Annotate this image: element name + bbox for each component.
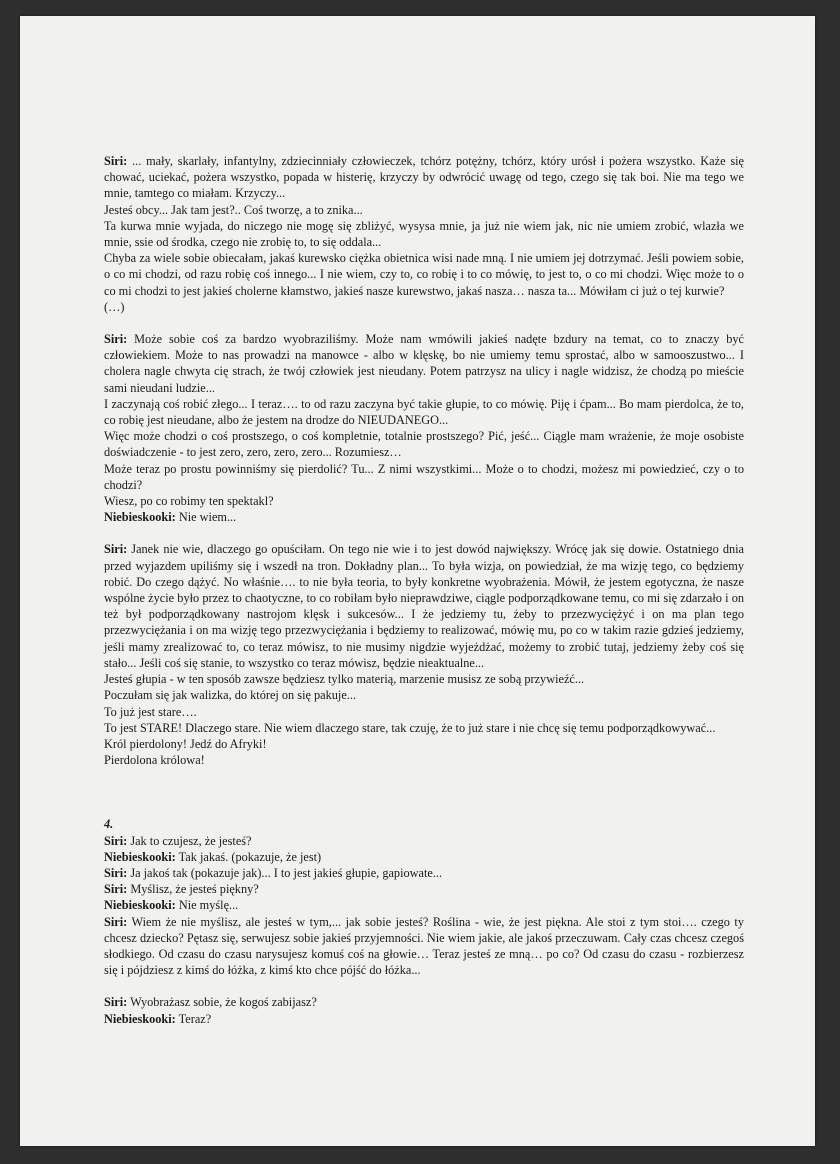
dialogue-line — [104, 833, 744, 849]
dialogue-line: Może teraz po prostu powinniśmy się pierdolić? Tu... Z nimi wszystkimi... Może o to chodzi, możesz mi powiedzieć, czy o to chodzi? — [104, 461, 744, 492]
speaker-siri: Siri: — [104, 332, 128, 347]
line-text: Nie wiem... — [178, 510, 237, 525]
dialogue-line — [104, 849, 744, 865]
dialogue-line: Poczułam się jak walizka, do której on się pakuje... — [104, 688, 357, 703]
speaker-siri: Siri: — [104, 154, 128, 168]
page-content — [104, 153, 744, 1027]
dialogue-line: Jesteś głupia - w ten sposób zawsze będziesz tylko materią, marzenie musisz ze sobą przywieźć... — [104, 672, 585, 687]
dialogue-line — [104, 881, 744, 897]
line-text: Janek nie wie, dlaczego go opuściłam. On tego nie wie i to jest dowód największy. Wrócę jak się dowie. Ostatniego dnia przed wyjazdem upiliśmy się i wszedł na tron. Dokładny plan... To była wizja, on powiedział, że ma wizję tego, co będziemy robić. Do czego dążyć. No właśnie…. to nie była teoria, to były konkretne wyobrażenia. Mówił, że jestem egotyczna, że nasze wspólne życie było przez to chaotyczne, to co robiłam było nieprawdziwe, ciągle podporządkowane temu, co mi się zdarzało i on też był podporządkowany nastrojom klęsk i sukcesów... I że jedziemy tu, żeby to przezwyciężyć i on ma plan tego przezwyciężania i on ma wizję tego przezwyciężania i będziemy to realizować, mówię mu, po co w takim razie gdzieś jedziemy, jeśli mamy zrealizować to, co teraz mówisz, to nie musimy nigdzie wyjeżdżać, możemy to zrobić tutaj, jedziemy żeby coś się stało... Jeśli coś się stanie, to wszystko co teraz mówisz, będzie nieaktualne... — [104, 542, 744, 670]
dialogue-line: Więc może chodzi o coś prostszego, o coś kompletnie, totalnie prostszego? Pić, jeść... Ciągle mam wrażenie, że moje osobiste doświadczenie - to jest zero, zero, zero, zero... Rozumiesz… — [104, 429, 744, 460]
dialogue-line — [104, 865, 744, 881]
dialogue-line — [104, 1011, 744, 1027]
speaker-siri: Siri: — [104, 882, 128, 897]
dialogue-line: I zaczynają coś robić złego... I teraz…. to od razu zaczyna być takie głupie, to co mówię. Piję i ćpam... Bo mam pierdolca, że to, co robię jest nieudane, albo że jestem na drodze do NIEUDANEGO... — [104, 396, 744, 428]
line-text: ... mały, skarlały, infantylny, zdziecinniały człowieczek, tchórz potężny, tchórz, który urósł i pożera wszystko. Każe się chować, uciekać, pożera wszystko, popada w histerię, krzyczy by odwrócić uwagę od tego, czego się tak boi. Nie ma tego we mnie, tamtego co miałam. Krzyczy... — [104, 154, 744, 201]
line-text: Teraz? — [178, 1011, 212, 1026]
speaker-niebieskooki: Niebieskooki: — [104, 510, 176, 525]
line-text: Jak to czujesz, że jesteś? — [130, 833, 252, 848]
line-text: Tak jakaś. (pokazuje, że jest) — [178, 849, 322, 864]
dialogue-line — [104, 897, 744, 913]
scene-number: 4. — [104, 817, 114, 832]
speaker-siri: Siri: — [104, 914, 128, 929]
dialogue-line — [104, 153, 744, 202]
document-page — [20, 16, 815, 1146]
dialogue-line — [104, 994, 744, 1010]
dialogue-line: To już jest stare…. — [104, 704, 197, 719]
dialogue-line: To jest STARE! Dlaczego stare. Nie wiem dlaczego stare, tak czuję, że to już stare i nie chcę się temu podporządkowywać... — [104, 720, 716, 735]
dialogue-line — [104, 914, 744, 979]
line-text: Nie myślę... — [178, 898, 239, 913]
ellipsis-marker: (…) — [104, 299, 125, 314]
speaker-siri: Siri: — [104, 833, 128, 848]
dialogue-line: Pierdolona królowa! — [104, 753, 205, 768]
dialogue-line: Jesteś obcy... Jak tam jest?.. Coś tworzę, a to znika... — [104, 202, 363, 217]
speaker-niebieskooki: Niebieskooki: — [104, 898, 176, 913]
speaker-niebieskooki: Niebieskooki: — [104, 849, 176, 864]
dialogue-line — [104, 509, 744, 525]
dialogue-line — [104, 541, 744, 671]
dialogue-line — [104, 331, 744, 396]
dialogue-line: Wiesz, po co robimy ten spektakl? — [104, 494, 274, 509]
line-text: Wiem że nie myślisz, ale jesteś w tym,... jak sobie jesteś? Roślina - wie, że jest piękna. Ale stoi z tym stoi…. czego ty chcesz dziecko? Pętasz się, serwujesz sobie jakieś przyjemności. Nie wiem jakie, ale jakoś przeczuwam. Cały czas chcesz czegoś słodkiego. Od czasu do czasu narysujesz komuś coś na głowie… Teraz jesteś ze mną… po co? Od czasu do czasu - rozbierzesz się i pójdziesz z kimś do łóżka, z kimś kto chce pójść do łóżka... — [104, 914, 744, 978]
speaker-niebieskooki: Niebieskooki: — [104, 1011, 176, 1026]
dialogue-line: Król pierdolony! Jedź do Afryki! — [104, 736, 267, 751]
dialogue-line: Ta kurwa mnie wyjada, do niczego nie mogę się zbliżyć, wysysa mnie, ja już nie wiem jak, nic nie umiem zrobić, wlazła we mnie, ssie od środka, czego nie zrobię to, to się oddala... — [104, 218, 744, 250]
line-text: Może sobie coś za bardzo wyobraziliśmy. Może nam wmówili jakieś nadęte bzdury na temat, co to znaczy być człowiekiem. Może to nas prowadzi na manowce - albo w klęskę, bo nie umiemy temu sprostać, albo w samooszustwo... I cholera nagle chwyta cię strach, że twój człowiek jest nieudany. Potem patrzysz na ulicy i nagle widzisz, że chodzą po mieście sami nieudani ludzie... — [104, 332, 745, 395]
line-text: Myślisz, że jesteś piękny? — [130, 882, 259, 897]
speaker-siri: Siri: — [104, 865, 128, 880]
speaker-siri: Siri: — [104, 542, 128, 557]
speaker-siri: Siri: — [104, 995, 128, 1010]
line-text: Ja jakoś tak (pokazuje jak)... I to jest jakieś głupie, gapiowate... — [130, 865, 443, 880]
dialogue-line: Chyba za wiele sobie obiecałam, jakaś kurewsko ciężka obietnica wisi nade mną. I nie umiem jej dotrzymać. Jeśli powiem sobie, o co mi chodzi, od razu robię coś innego... I nie wiem, czy to, co robię i to co mówię, to jest to, o co mi chodzi. Więc może to o co mi chodzi to jest jakieś cholerne kłamstwo, jakieś nasze kurewstwo, jakaś nasza… nasza ta... Mówiłam ci już o tej kurwie? — [104, 251, 744, 298]
line-text: Wyobrażasz sobie, że kogoś zabijasz? — [130, 995, 317, 1010]
